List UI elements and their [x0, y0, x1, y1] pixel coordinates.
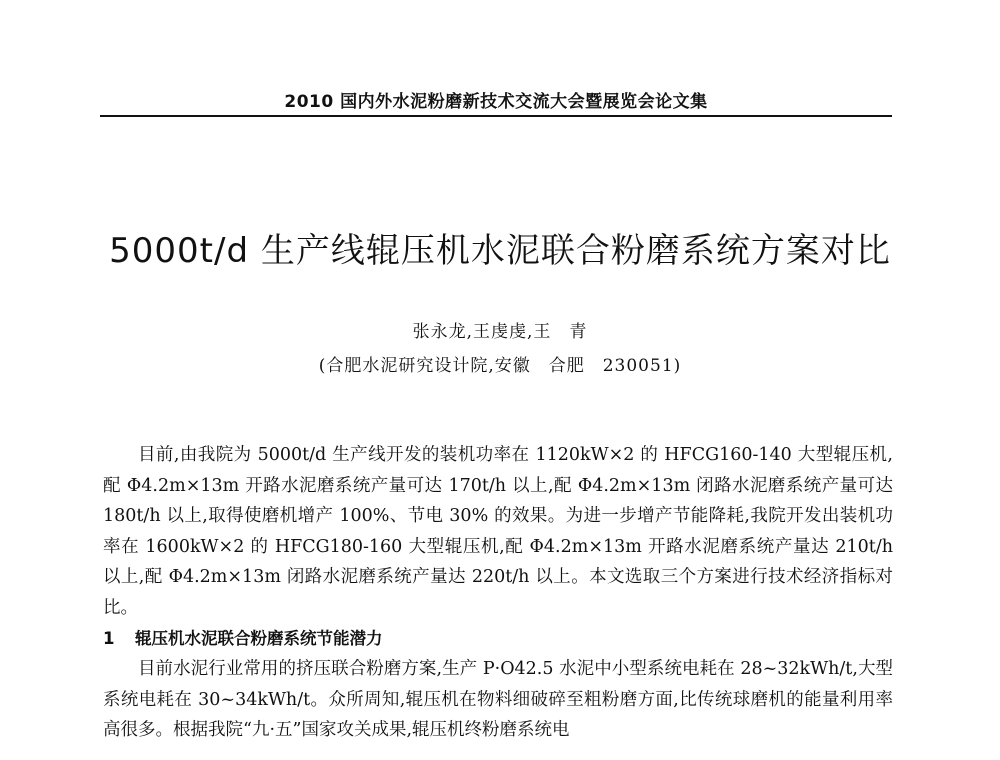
section-number: 1: [103, 628, 115, 648]
article-title: 5000t/d 生产线辊压机水泥联合粉磨系统方案对比: [109, 230, 891, 271]
header-rule: [100, 115, 892, 117]
section-title: 辊压机水泥联合粉磨系统节能潜力: [135, 628, 383, 648]
author-list: 张永龙,王虔虔,王 青: [412, 322, 588, 342]
author-affiliation: (合肥水泥研究设计院,安徽 合肥 230051): [318, 356, 682, 376]
article-body: [103, 440, 893, 746]
section1-paragraph: 目前水泥行业常用的挤压联合粉磨方案,生产 P·O42.5 水泥中小型系统电耗在 28~32kWh/t,大型系统电耗在 30~34kWh/t。众所周知,辊压机在物料细破碎至粗粉磨方面,比传统球磨机的能量利用率高很多。根据我院“九·五”国家攻关成果,辊压机终粉磨系统电: [103, 659, 893, 741]
section-heading-1: [103, 624, 893, 655]
running-header: 2010 国内外水泥粉磨新技术交流大会暨展览会论文集: [284, 92, 708, 112]
intro-paragraph: 目前,由我院为 5000t/d 生产线开发的装机功率在 1120kW×2 的 HFCG160-140 大型辊压机,配 Φ4.2m×13m 开路水泥磨系统产量可达 170t/h 以上,配 Φ4.2m×13m 闭路水泥磨系统产量可达 180t/h 以上,取得使磨机增产 100%、节电 30% 的效果。为进一步增产节能降耗,我院开发出装机功率在 1600kW×2 的 HFCG180-160 大型辊压机,配 Φ4.2m×13m 开路水泥磨系统产量达 210t/h 以上,配 Φ4.2m×13m 闭路水泥磨系统产量达 220t/h 以上。本文选取三个方案进行技术经济指标对比。: [103, 445, 893, 618]
